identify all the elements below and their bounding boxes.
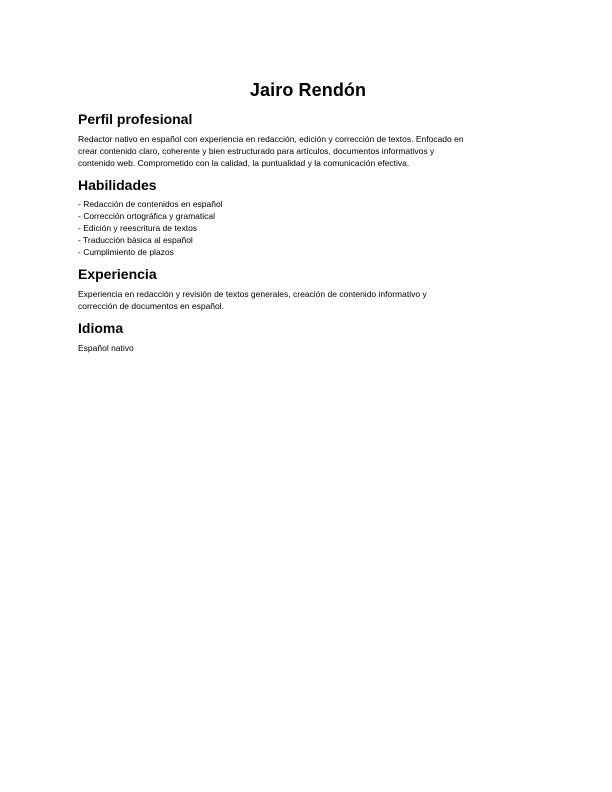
section-heading-perfil: Perfil profesional — [78, 111, 193, 127]
list-item: - Edición y reescritura de textos — [78, 223, 198, 233]
section-habilidades — [78, 176, 538, 258]
section-heading-habilidades: Habilidades — [78, 177, 157, 193]
section-heading-experiencia: Experiencia — [78, 266, 157, 282]
document-content — [78, 78, 538, 354]
experiencia-paragraph — [78, 288, 538, 312]
list-item: - Cumplimiento de plazos — [78, 247, 174, 257]
idioma-paragraph — [78, 342, 538, 354]
list-item: - Traducción básica al español — [78, 235, 193, 245]
perfil-paragraph — [78, 133, 538, 169]
list-item: - Corrección ortográfica y gramatical — [78, 211, 215, 221]
idioma-line: Español nativo — [78, 343, 134, 353]
section-experiencia — [78, 265, 538, 312]
list-item: - Redacción de contenidos en español — [78, 199, 223, 209]
section-perfil-profesional — [78, 110, 538, 169]
perfil-line: crear contenido claro, coherente y bien estructurado para artículos, documentos informativos y — [78, 146, 435, 156]
perfil-line: Redactor nativo en español con experiencia en redacción, edición y corrección de textos. Enfocado en — [78, 134, 464, 144]
skills-list — [78, 198, 538, 258]
section-idioma — [78, 319, 538, 354]
experiencia-line: Experiencia en redacción y revisión de textos generales, creación de contenido informativo y — [78, 289, 427, 299]
document-title: Jairo Rendón — [249, 80, 367, 100]
perfil-line: contenido web. Comprometido con la calidad, la puntualidad y la comunicación efectiva. — [78, 158, 410, 168]
section-heading-idioma: Idioma — [78, 320, 124, 336]
experiencia-line: corrección de documentos en español. — [78, 301, 225, 311]
